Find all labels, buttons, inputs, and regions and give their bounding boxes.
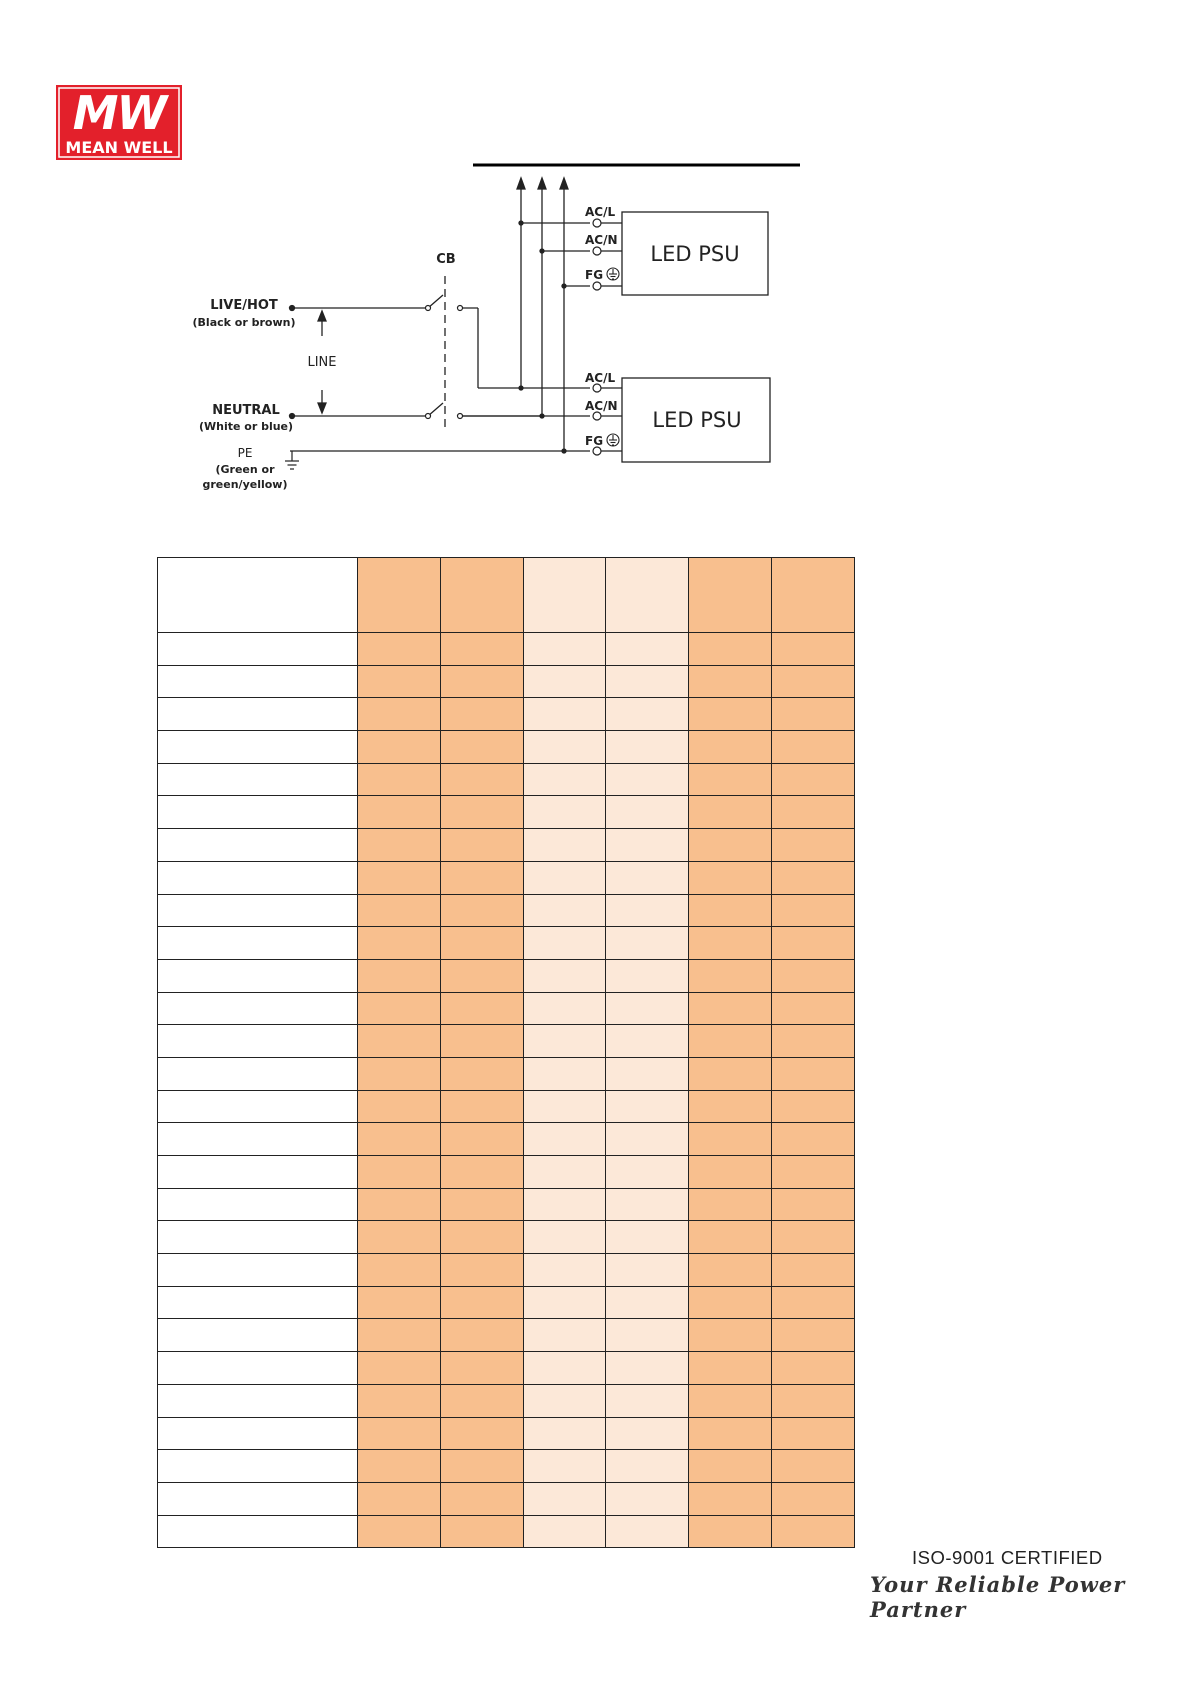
table-label-cell bbox=[158, 992, 358, 1025]
table-cell bbox=[771, 894, 854, 927]
table-cell bbox=[689, 1156, 772, 1189]
table-cell bbox=[440, 633, 523, 666]
neutral-sub-label: (White or blue) bbox=[198, 420, 294, 433]
table-cell bbox=[358, 1221, 441, 1254]
table-row bbox=[158, 698, 855, 731]
table-cell bbox=[523, 992, 606, 1025]
table-cell bbox=[440, 1319, 523, 1352]
table-cell bbox=[689, 1254, 772, 1287]
table-cell bbox=[771, 861, 854, 894]
table-cell bbox=[606, 1450, 689, 1483]
table-label-cell bbox=[158, 1254, 358, 1287]
table-cell bbox=[771, 1286, 854, 1319]
table-row bbox=[158, 731, 855, 764]
table-cell bbox=[689, 1352, 772, 1385]
table-cell bbox=[771, 1254, 854, 1287]
logo-monogram: MW bbox=[72, 86, 166, 140]
table-cell bbox=[689, 1384, 772, 1417]
table-cell bbox=[358, 1057, 441, 1090]
table-cell bbox=[689, 1450, 772, 1483]
table-label-cell bbox=[158, 1417, 358, 1450]
table-cell bbox=[358, 1254, 441, 1287]
table-cell bbox=[440, 1123, 523, 1156]
table-label-cell bbox=[158, 665, 358, 698]
table-cell bbox=[689, 1123, 772, 1156]
table-cell bbox=[523, 665, 606, 698]
table-label-cell bbox=[158, 698, 358, 731]
table-label-cell bbox=[158, 1221, 358, 1254]
table-cell bbox=[523, 1417, 606, 1450]
table-row bbox=[158, 894, 855, 927]
table-cell bbox=[771, 1482, 854, 1515]
table-cell bbox=[358, 731, 441, 764]
table-cell bbox=[358, 1025, 441, 1058]
table-cell bbox=[771, 558, 854, 633]
table-row bbox=[158, 1156, 855, 1189]
table-row bbox=[158, 992, 855, 1025]
table-cell bbox=[689, 1188, 772, 1221]
table-cell bbox=[689, 796, 772, 829]
table-cell bbox=[440, 1188, 523, 1221]
table-cell bbox=[440, 763, 523, 796]
table-cell bbox=[606, 1384, 689, 1417]
table-cell bbox=[689, 763, 772, 796]
table-cell bbox=[606, 763, 689, 796]
table-cell bbox=[440, 558, 523, 633]
table-label-cell bbox=[158, 1123, 358, 1156]
table-cell bbox=[689, 829, 772, 862]
table-cell bbox=[771, 633, 854, 666]
table-cell bbox=[358, 829, 441, 862]
table-cell bbox=[606, 861, 689, 894]
table-cell bbox=[523, 894, 606, 927]
table-cell bbox=[606, 796, 689, 829]
table-row bbox=[158, 633, 855, 666]
table-cell bbox=[771, 731, 854, 764]
table-row bbox=[158, 1123, 855, 1156]
table-label-cell bbox=[158, 959, 358, 992]
table-cell bbox=[689, 665, 772, 698]
table-label-cell bbox=[158, 829, 358, 862]
table-row bbox=[158, 1090, 855, 1123]
table-cell bbox=[689, 1417, 772, 1450]
table-cell bbox=[689, 927, 772, 960]
pe-sub-label-1: (Green or bbox=[215, 463, 275, 476]
table-row bbox=[158, 959, 855, 992]
table-cell bbox=[523, 731, 606, 764]
table-cell bbox=[358, 1515, 441, 1548]
table-cell bbox=[771, 1188, 854, 1221]
table-cell bbox=[523, 959, 606, 992]
table-cell bbox=[358, 927, 441, 960]
table-cell bbox=[689, 1515, 772, 1548]
table-row bbox=[158, 1286, 855, 1319]
table-cell bbox=[771, 1025, 854, 1058]
psu-2-acl-label: AC/L bbox=[585, 371, 616, 385]
table-cell bbox=[771, 1417, 854, 1450]
table-row bbox=[158, 665, 855, 698]
table-cell bbox=[689, 992, 772, 1025]
psu-2-fg-label: FG bbox=[585, 434, 604, 448]
iso-certified-label: ISO-9001 CERTIFIED bbox=[912, 1547, 1103, 1568]
table-label-cell bbox=[158, 894, 358, 927]
table-cell bbox=[606, 829, 689, 862]
table-cell bbox=[606, 1090, 689, 1123]
table-label-cell bbox=[158, 796, 358, 829]
table-cell bbox=[523, 1057, 606, 1090]
table-label-cell bbox=[158, 1319, 358, 1352]
table-cell bbox=[523, 633, 606, 666]
table-row bbox=[158, 1188, 855, 1221]
table-row bbox=[158, 1450, 855, 1483]
psu-2-title: LED PSU bbox=[652, 408, 742, 432]
live-label: LIVE/HOT bbox=[210, 298, 278, 313]
table-cell bbox=[440, 1090, 523, 1123]
table-cell bbox=[523, 763, 606, 796]
table-cell bbox=[689, 1025, 772, 1058]
table-cell bbox=[440, 731, 523, 764]
table-row bbox=[158, 1057, 855, 1090]
table-cell bbox=[606, 731, 689, 764]
table-cell bbox=[771, 1156, 854, 1189]
table-cell bbox=[358, 558, 441, 633]
table-cell bbox=[358, 861, 441, 894]
table-row bbox=[158, 829, 855, 862]
live-sub-label: (Black or brown) bbox=[192, 316, 296, 329]
table-cell bbox=[606, 633, 689, 666]
table-cell bbox=[440, 665, 523, 698]
table-cell bbox=[771, 1221, 854, 1254]
ground-icon bbox=[285, 451, 299, 469]
table-label-cell bbox=[158, 1384, 358, 1417]
table-cell bbox=[689, 731, 772, 764]
logo-brand: MEAN WELL bbox=[65, 138, 173, 157]
table-label-cell bbox=[158, 1515, 358, 1548]
table-cell bbox=[440, 1352, 523, 1385]
table-cell bbox=[689, 1482, 772, 1515]
table-cell bbox=[606, 927, 689, 960]
table-cell bbox=[440, 1417, 523, 1450]
table-cell bbox=[523, 796, 606, 829]
table-row bbox=[158, 861, 855, 894]
breaker-table bbox=[157, 557, 855, 1548]
table-cell bbox=[689, 1221, 772, 1254]
table-cell bbox=[440, 1384, 523, 1417]
table-cell bbox=[523, 1286, 606, 1319]
table-cell bbox=[523, 1384, 606, 1417]
cb-label: CB bbox=[436, 252, 456, 267]
table-cell bbox=[440, 959, 523, 992]
table-cell bbox=[771, 1515, 854, 1548]
table-cell bbox=[440, 1254, 523, 1287]
table-cell bbox=[523, 1450, 606, 1483]
psu-1-fg-label: FG bbox=[585, 268, 604, 282]
table-label-cell bbox=[158, 763, 358, 796]
table-cell bbox=[689, 861, 772, 894]
table-cell bbox=[440, 1515, 523, 1548]
table-cell bbox=[358, 1352, 441, 1385]
table-row bbox=[158, 1352, 855, 1385]
table-cell bbox=[689, 1057, 772, 1090]
table-cell bbox=[689, 1090, 772, 1123]
table-cell bbox=[771, 1090, 854, 1123]
table-cell bbox=[358, 1156, 441, 1189]
table-label-cell bbox=[158, 731, 358, 764]
table-row bbox=[158, 796, 855, 829]
earth-icon bbox=[607, 268, 619, 280]
table-cell bbox=[771, 698, 854, 731]
table-cell bbox=[771, 1057, 854, 1090]
pe-sub-label-2: green/yellow) bbox=[202, 478, 288, 491]
table-cell bbox=[523, 1254, 606, 1287]
psu-1-acl-label: AC/L bbox=[585, 205, 616, 219]
table-label-cell bbox=[158, 1156, 358, 1189]
table-cell bbox=[440, 1156, 523, 1189]
table-row bbox=[158, 1221, 855, 1254]
table-cell bbox=[523, 1090, 606, 1123]
table-label-cell bbox=[158, 861, 358, 894]
table-cell bbox=[771, 1319, 854, 1352]
table-cell bbox=[523, 698, 606, 731]
table-cell bbox=[606, 1188, 689, 1221]
table-cell bbox=[440, 894, 523, 927]
table-cell bbox=[523, 1352, 606, 1385]
psu-1-title: LED PSU bbox=[650, 242, 740, 266]
table-cell bbox=[440, 992, 523, 1025]
table-cell bbox=[440, 796, 523, 829]
earth-icon bbox=[607, 434, 619, 446]
table-row bbox=[158, 1254, 855, 1287]
neutral-label: NEUTRAL bbox=[212, 403, 280, 418]
table-cell bbox=[523, 927, 606, 960]
table-cell bbox=[771, 992, 854, 1025]
table-cell bbox=[358, 992, 441, 1025]
table-label-cell bbox=[158, 558, 358, 633]
table-cell bbox=[523, 1319, 606, 1352]
table-cell bbox=[523, 1025, 606, 1058]
table-cell bbox=[358, 1090, 441, 1123]
table-row bbox=[158, 1515, 855, 1548]
line-label: LINE bbox=[307, 355, 337, 370]
table-cell bbox=[771, 1352, 854, 1385]
table-cell bbox=[358, 633, 441, 666]
table-cell bbox=[440, 1482, 523, 1515]
table-label-cell bbox=[158, 1057, 358, 1090]
table-cell bbox=[523, 1156, 606, 1189]
table-cell bbox=[440, 861, 523, 894]
table-cell bbox=[689, 894, 772, 927]
table-cell bbox=[440, 1025, 523, 1058]
table-cell bbox=[689, 558, 772, 633]
psu-2-acn-label: AC/N bbox=[585, 399, 618, 413]
table-cell bbox=[606, 698, 689, 731]
table-cell bbox=[606, 959, 689, 992]
table-cell bbox=[440, 927, 523, 960]
table-label-cell bbox=[158, 1090, 358, 1123]
table-cell bbox=[606, 1025, 689, 1058]
table-cell bbox=[358, 665, 441, 698]
table-row bbox=[158, 763, 855, 796]
table-cell bbox=[689, 1319, 772, 1352]
table-cell bbox=[606, 894, 689, 927]
table-cell bbox=[358, 763, 441, 796]
table-cell bbox=[771, 1450, 854, 1483]
table-label-cell bbox=[158, 1025, 358, 1058]
tagline: Your Reliable Power Partner bbox=[870, 1572, 1126, 1622]
table-cell bbox=[523, 558, 606, 633]
table-label-cell bbox=[158, 1482, 358, 1515]
table-cell bbox=[440, 698, 523, 731]
table-cell bbox=[771, 829, 854, 862]
table-row bbox=[158, 1417, 855, 1450]
table-cell bbox=[358, 959, 441, 992]
table-cell bbox=[440, 1286, 523, 1319]
table-label-cell bbox=[158, 1352, 358, 1385]
table-cell bbox=[523, 1515, 606, 1548]
table-row bbox=[158, 1319, 855, 1352]
table-cell bbox=[523, 1123, 606, 1156]
table-label-cell bbox=[158, 1286, 358, 1319]
table-cell bbox=[523, 829, 606, 862]
table-cell bbox=[606, 1221, 689, 1254]
table-cell bbox=[606, 1482, 689, 1515]
table-cell bbox=[358, 1319, 441, 1352]
table-header-row bbox=[158, 558, 855, 633]
table-cell bbox=[606, 1352, 689, 1385]
table-cell bbox=[771, 1384, 854, 1417]
table-cell bbox=[771, 665, 854, 698]
table-row bbox=[158, 1482, 855, 1515]
table-cell bbox=[606, 665, 689, 698]
wiring-diagram bbox=[0, 0, 1190, 520]
table-cell bbox=[358, 698, 441, 731]
table-cell bbox=[771, 796, 854, 829]
table-cell bbox=[440, 1221, 523, 1254]
table-cell bbox=[523, 861, 606, 894]
table-label-cell bbox=[158, 633, 358, 666]
table-cell bbox=[606, 992, 689, 1025]
table-cell bbox=[440, 1057, 523, 1090]
table-cell bbox=[771, 927, 854, 960]
table-cell bbox=[689, 633, 772, 666]
table-cell bbox=[606, 1057, 689, 1090]
table-cell bbox=[358, 1450, 441, 1483]
table-cell bbox=[606, 1417, 689, 1450]
table-cell bbox=[440, 1450, 523, 1483]
table-row bbox=[158, 1384, 855, 1417]
table-cell bbox=[358, 1123, 441, 1156]
table-label-cell bbox=[158, 1188, 358, 1221]
table-cell bbox=[606, 1123, 689, 1156]
table-row bbox=[158, 1025, 855, 1058]
table-cell bbox=[606, 1254, 689, 1287]
pe-label: PE bbox=[237, 446, 253, 460]
table-cell bbox=[358, 1482, 441, 1515]
table-cell bbox=[358, 1417, 441, 1450]
table-cell bbox=[689, 698, 772, 731]
table-cell bbox=[606, 1156, 689, 1189]
table-row bbox=[158, 927, 855, 960]
table-cell bbox=[440, 829, 523, 862]
table-cell bbox=[358, 1384, 441, 1417]
table-cell bbox=[771, 763, 854, 796]
table-cell bbox=[606, 1515, 689, 1548]
table-cell bbox=[358, 1286, 441, 1319]
table-label-cell bbox=[158, 1450, 358, 1483]
table-cell bbox=[606, 1319, 689, 1352]
table-cell bbox=[771, 959, 854, 992]
psu-1-acn-label: AC/N bbox=[585, 233, 618, 247]
table-cell bbox=[358, 1188, 441, 1221]
table-cell bbox=[606, 1286, 689, 1319]
table-cell bbox=[523, 1188, 606, 1221]
table-cell bbox=[358, 894, 441, 927]
table-cell bbox=[606, 558, 689, 633]
table-cell bbox=[358, 796, 441, 829]
table-cell bbox=[689, 1286, 772, 1319]
table-label-cell bbox=[158, 927, 358, 960]
table-cell bbox=[689, 959, 772, 992]
table-cell bbox=[523, 1221, 606, 1254]
table-cell bbox=[771, 1123, 854, 1156]
table-cell bbox=[523, 1482, 606, 1515]
